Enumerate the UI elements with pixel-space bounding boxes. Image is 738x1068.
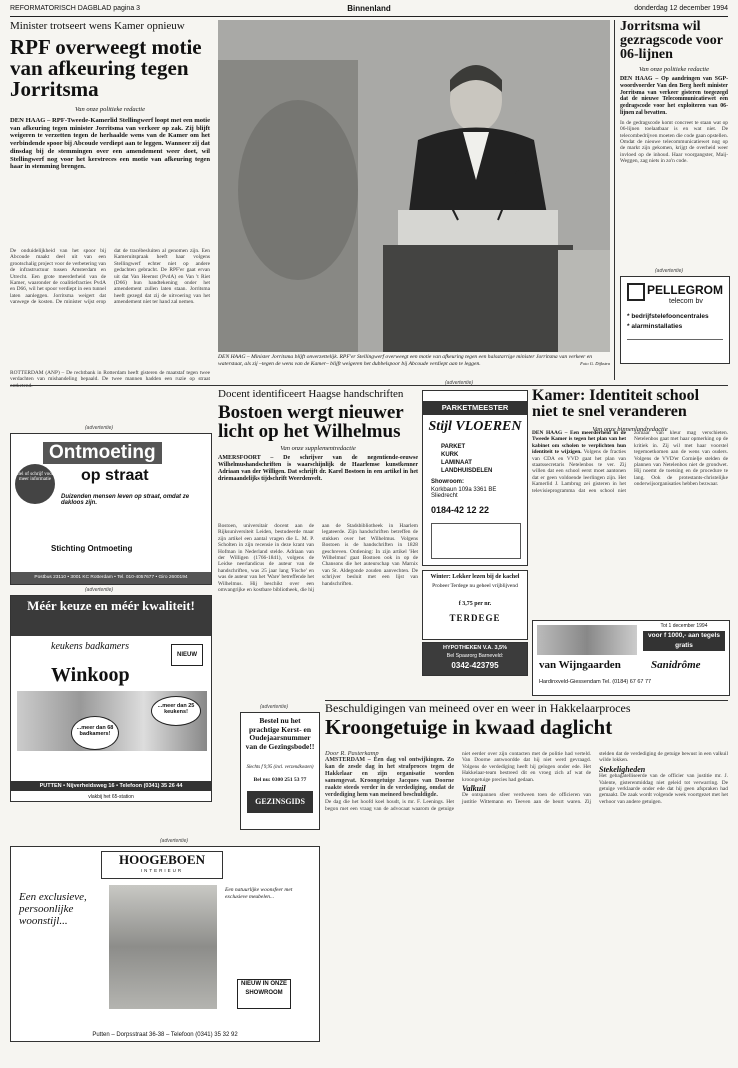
wijngaarden-top: Tot 1 december 1994 bbox=[660, 623, 708, 629]
hakkela-lead: AMSTERDAM – Een dag vol ontwijkingen. Zo kan de zesde dag in het strafproces tegen de Hakkelaar en zijn organisatie worden samengevat. Kroongetuige Jacques van Doorne raakte steeds verder in de verdediging, omdat de verdediging hem van meineed beschuldigde. bbox=[325, 757, 454, 799]
kerst-sub: Slechts f 9,95 (incl. verzendkosten) bbox=[246, 765, 314, 770]
kerst-logo: GEZINSGIDS bbox=[247, 791, 313, 813]
hakkela-byline: Door R. Pasterkamp bbox=[325, 751, 379, 757]
side-byline: Van onze politieke redactie bbox=[639, 66, 709, 73]
bostoen-body-text: Bostoen, universitair docent aan de Rijksuniversiteit Leiden, bestudeerde maar zijn artikel een aantal vragen die L. M. P. Scholten in zijn recensie in deze krant van Hofman in Nederland stelde. Adriaan van der Willigen (1766-1841), volgens de Leidse neerlandicus de auteur van de handschriften, was 25 jaar lang 'Fische' en was de auteur van het 'Ware' betreffende het Wilhelmus. Hij beschikt over een omvangrijke en kostbare bibliotheek, die hij aan de Stadsbibliotheek in Haarlem legateerde. Zijn handschriften betreffen de stukken over het Wilhelmus. Volgens Bostoen is de handschriften in 1828 geschreven. bbox=[218, 523, 418, 594]
wijngaarden-offer: voor f 1000,- aan tegels gratis bbox=[643, 631, 725, 651]
parket-items bbox=[441, 443, 492, 475]
hakkela-body3-text: Het gebagatelliseerde van de officier van justitie mr. J. Valente, gisterenmiddag niet geleid tot verwarring. De getuige verklaarde onder ede dat hij geen afspraken had gemaakt. De zaak wordt volgende week voortgezet met het verhoor van andere getuigen. bbox=[599, 773, 728, 805]
hakkela-body2-text: De ontspannen sfeer verdween toen de officieren van justitie Wittemann en Teeven aan de beurt waren. Zij stelden dat de verdediging de getuige bewust in een valkuil wilde lokken. bbox=[462, 751, 728, 805]
wijngaarden-addr: Hardinxveld-Giessendam Tel. (0184) 67 67 77 bbox=[539, 679, 652, 685]
terdege-text: Winter: Lekker lezen bij de kachel bbox=[430, 574, 520, 580]
date-line: donderdag 12 december 1994 bbox=[634, 5, 728, 12]
rpf-article bbox=[10, 20, 210, 171]
pellegrom-ad[interactable] bbox=[620, 276, 730, 364]
winkoop-nieuw: NIEUW bbox=[171, 644, 203, 666]
bostoen-kicker: Docent identificeert Haagse handschriften bbox=[218, 388, 404, 400]
hoogeboen-ad[interactable] bbox=[10, 846, 320, 1042]
pellegrom-line2: * alarminstallaties bbox=[627, 323, 683, 330]
hakkela-article bbox=[325, 702, 728, 738]
kamer-body-text: Volgens de fracties van CDA en VVD gaat het plan van staatssecretaris Netelenbos te ver. Zij willen dat een school eerst moet aantonen dat er geen voldoende leerlingen zijn. Het Kamerlid J. Lambrug zei gisteren in het televisieprogramma dat een school niet zomaar van kleur mag verschieten. Netelenbos gaat met haar opmerking op de kritiek in. Zij wil met haar voorstel tegemoetkomen aan de wens van ouders. bbox=[532, 430, 728, 494]
parket-item: KURK bbox=[441, 452, 459, 458]
pellegrom-ad-tag: (advertentie) bbox=[655, 268, 684, 274]
winkoop-badge: ...meer dan 68 badkamers! bbox=[71, 716, 119, 750]
hoogeboen-photo bbox=[109, 885, 217, 1009]
ontmoeting-bubble: Bel of schrijf voor meer informatie bbox=[15, 464, 55, 504]
winkoop-name: Winkoop bbox=[51, 664, 130, 686]
winkoop-badge2: ...meer dan 25 keukens! bbox=[151, 696, 201, 726]
column-rule bbox=[614, 20, 615, 380]
hypo-ad[interactable] bbox=[422, 642, 528, 676]
kamer-lead: DEN HAAG – Een meerderheid in de Tweede Kamer is tegen het plan van het kabinet om scholen te verplichten hun identiteit te wijzigen. bbox=[532, 430, 626, 456]
rpf-body bbox=[10, 248, 210, 368]
hypo-text: HYPOTHEKEN V.A. 3,5% bbox=[443, 645, 507, 651]
kamer-byline: Van onze binnenlandredactie bbox=[592, 426, 668, 433]
kerst-ad[interactable] bbox=[240, 712, 320, 830]
ontmoeting-title: Ontmoeting bbox=[43, 442, 162, 464]
kamer-body2-text: Volgens de VVD'er Cornielje stelden de plannen van Netelenbos niet de grondwet. Hij noemt de toetsing en de procedure te lang. Ook de protestants-christelijke onderwijsorganisaties hebben bezwaar. bbox=[634, 455, 728, 488]
hakkela-columns bbox=[325, 751, 728, 1047]
terdege-ad[interactable] bbox=[422, 570, 528, 640]
bostoen-lead: AMERSFOORT – De schrijver van de negentiende-eeuwse Wilhelmushandschriften is waarschijnlijk de Haarlemse kunstkenner Adriaan van der Willigen. Dat schrijft dr. Karel Bostoen in een artikel in het driemaandelijks tijdschrift Weerdenvelt. bbox=[218, 455, 418, 482]
terdege-sub: Probeer Terdege nu geheel vrijblijvend bbox=[432, 583, 518, 589]
photo-credit: Foto G. Dijkstra bbox=[580, 360, 610, 366]
winkoop-footer2: vlakbij het 65-station bbox=[88, 794, 134, 800]
winkoop-ad-tag: (advertentie) bbox=[85, 587, 114, 593]
rpf-kicker: Minister trotseert wens Kamer opnieuw bbox=[10, 20, 185, 32]
ontmoeting-ad-tag: (advertentie) bbox=[85, 425, 114, 431]
hoogeboen-headline: Een exclusieve, persoonlijke woonstijl... bbox=[19, 891, 87, 927]
terdege-price: f 3,75 per nr. bbox=[458, 601, 492, 607]
hypo-sub: Bel Spaarorg Barneveld: bbox=[446, 653, 504, 659]
section-rule bbox=[10, 385, 728, 386]
rpf-lead: DEN HAAG – RPF-Tweede-Kamerlid Stellingwerf loopt met een motie van afkeuring tegen minister Jorritsma van verkeer op zak. Zij blijft weigeren te verzetten tegen de herhaalde wens van de Kamer om het verbindende spoor bij Abcoude verdiept aan te leggen. Wanneer zij dat dinsdag bij de stemmingen over een amendement weer doet, wil Stellingwerf nog voor het kerstreces een motie van afkeuring tegen haar in stemming brengen. bbox=[10, 117, 210, 171]
wijngaarden-photo bbox=[537, 625, 637, 655]
side-article bbox=[620, 20, 728, 165]
wijngaarden-sanidrome: Sanidrôme bbox=[651, 659, 701, 671]
hakkela-sub2: Stekeligheden bbox=[599, 764, 646, 774]
kerst-phone: Bel nu: 0300 251 53 77 bbox=[253, 777, 307, 783]
winkoop-ad[interactable] bbox=[10, 595, 212, 802]
pellegrom-sub: telecom bv bbox=[669, 298, 703, 305]
parket-item: LANDHUISDELEN bbox=[441, 468, 493, 474]
section-title: Binnenland bbox=[347, 4, 391, 13]
side-lead: DEN HAAG – Op aandringen van SGP-woordvoerder Van den Berg heeft minister Jorritsma van verkeer gisteren toegezegd dat de nieuwe Telecommunicatiewet een gedragscode voor het exploiteren van 06-lijnen zal bevatten. bbox=[620, 76, 728, 116]
parket-item: LAMINAAT bbox=[441, 460, 472, 466]
rpf-body-text: De onduidelijkheid van het spoor bij Abcoude maakt deel uit van een grootschalig project voor de verbetering van de infrastructuur tussen Amsterdam en Utrecht. Een grote meerderheid van de Kamer, waaronder de coalitiefracties PvdA en D66, wil het spoor verdiept in een tunnel laten aanleggen. Jorritsma weigert dat vanwege de kosten. De minister wijst erop dat de tracébesluiten al genomen zijn. Een Kameruitspraak heeft haar volgens Stellingwerf echter niet op andere gedachten gebracht. De RPF'er gaat ervan uit dat Van Heemst (PvdA) en Van 't Riet (D66) hun handtekening onder het amendement zullen laten staan. Jorritsma heeft gezegd dat zij de uitvoering van het amendement niet ter hand zal nemen. bbox=[10, 248, 210, 306]
hoogeboen-new: NIEUW IN ONZE SHOWROOM bbox=[237, 979, 291, 1009]
parket-title: PARKETMEESTER bbox=[423, 401, 527, 415]
bostoen-body3-text: Ontlening: In zijn artikel 'Het Wilhelmus' gaat Bostoen ook in op de Chansons die het auteurschap van Marnix van St. Aldegonde zouden aanvechten. De schrijver besluit met een lijst van handschriften. bbox=[322, 548, 418, 587]
hakkela-body-text: De dag die het hoofd koel houdt, is mr. F. Leenings. Het begon met een vraag van de advocaat waarom de getuige niet eerder over zijn contacten met de politie had verteld. Van Doorne antwoordde dat hij niet werd gevraagd. Volgens de verdediging heeft hij gelogen onder ede. Het Hakkelaar-team bestreed dit en vroeg zich af wat de kroongetuige precies had gedaan. bbox=[325, 751, 591, 812]
parket-addr: Korkbaun 109a 3361 BE Sliedrecht bbox=[431, 487, 497, 499]
hakkela-sub1: Valkuil bbox=[462, 784, 486, 794]
parket-phone: 0184-42 12 22 bbox=[431, 505, 490, 515]
bostoen-headline: Bostoen wergt nieuwer licht op het Wilhelmus bbox=[218, 402, 404, 442]
bostoen-article bbox=[218, 388, 418, 483]
pellegrom-logo-icon bbox=[627, 283, 645, 301]
rpf-byline: Van onze politieke redactie bbox=[75, 106, 145, 113]
hypo-phone: 0342-423795 bbox=[451, 661, 499, 670]
paper-name: REFORMATORISCH DAGBLAD pagina 3 bbox=[10, 5, 141, 12]
photo-scene bbox=[218, 20, 610, 352]
photo-caption bbox=[218, 354, 610, 367]
kamer-headline: Kamer: Identiteit school niet te snel veranderen bbox=[532, 387, 700, 420]
hakkela-body bbox=[325, 751, 728, 1047]
winkoop-footer: PUTTEN • Nijverheidsweg 16 • Telefoon (0341) 35 26 44 bbox=[11, 781, 211, 791]
pellegrom-address-rule bbox=[627, 339, 723, 354]
hoogeboen-name: HOOGEBOEN bbox=[119, 852, 205, 867]
hakkela-kicker: Beschuldigingen van meineed over en weer in Hakkelaarproces bbox=[325, 701, 631, 715]
hoogeboen-ad-tag: (advertentie) bbox=[160, 838, 189, 844]
rpf-headline: RPF overweegt motie van afkeuring tegen Jorritsma bbox=[10, 35, 202, 101]
hoogeboen-footer: Putten – Dorpsstraat 36-38 – Telefoon (0341) 35 32 92 bbox=[92, 1032, 238, 1038]
side-headline: Jorritsma wil gezragscode voor 06-lijnen bbox=[620, 19, 723, 62]
hoogeboen-sub: INTERIEUR bbox=[140, 868, 184, 873]
wijngaarden-name: van Wijngaarden bbox=[539, 659, 621, 671]
parket-ad[interactable] bbox=[422, 390, 528, 566]
parket-brand: Stijl VLOEREN bbox=[428, 419, 522, 434]
ontmoeting-strip: Postbus 23110 • 3001 KC Rotterdam • Tel. 010-4057677 • Giro 2600194 bbox=[11, 572, 211, 584]
hakkela-headline: Kroongetuige in kwaad daglicht bbox=[325, 715, 613, 739]
bostoen-byline: Van onze supplementredactie bbox=[280, 445, 356, 452]
page-header bbox=[10, 4, 728, 17]
pellegrom-line1: * bedrijfstelefooncentrales bbox=[627, 313, 709, 320]
kamer-body bbox=[532, 430, 728, 610]
rpf-body2: ROTTERDAM (ANP) – De rechtbank in Rotterdam heeft gisteren de maatstaf tegen twee verdachten van mishandeling bepaald. De twee mannen hadden een ruzie op straat bbox=[10, 370, 210, 383]
ontmoeting-org: Stichting Ontmoeting bbox=[51, 544, 133, 553]
winkoop-banner: Méér keuze en méér kwaliteit! bbox=[11, 596, 211, 636]
parket-show: Showroom: bbox=[431, 479, 464, 485]
ontmoeting-subtitle: op straat bbox=[81, 467, 149, 484]
jorritsma-photo bbox=[218, 20, 610, 352]
kamer-article bbox=[532, 388, 728, 433]
side-body: In de gedragscode komt concreet te staan wat op 06-lijnen toelaatbaar is en wat niet. De telecombedrijven moeten die code gaan opstellen. Omdat de nieuwe telecommunicatiewet nog op de markt zijn gekomen, krijgt de overheid weer invloed op de inhoud. Haar voorgangster, Maij-Weggen, zag niets in zo'n code. bbox=[620, 119, 728, 165]
hoogeboen-logo bbox=[101, 851, 223, 879]
wijngaarden-ad[interactable] bbox=[532, 620, 730, 696]
ontmoeting-ad[interactable] bbox=[10, 433, 212, 585]
kerst-ad-tag: (advertentie) bbox=[260, 704, 289, 710]
kerst-text: Bestel nu het prachtige Kerst- en Oudejaarsnummer van de Gezingsbode!! bbox=[245, 716, 315, 751]
ontmoeting-text: Duizenden mensen leven op straat, omdat ze dakloos zijn. bbox=[61, 494, 190, 506]
terdege-name: TERDEGE bbox=[449, 613, 501, 623]
bostoen-body bbox=[218, 523, 418, 701]
parket-info-box bbox=[431, 523, 521, 559]
hoogeboen-right: Een natuurlijke woonsfeer met exclusieve meubelen... bbox=[225, 887, 293, 900]
winkoop-sub: keukens badkamers bbox=[51, 641, 130, 652]
parket-item: PARKET bbox=[441, 444, 466, 450]
pellegrom-name: PELLEGROM bbox=[647, 283, 724, 297]
parket-ad-tag: (advertentie) bbox=[445, 380, 474, 386]
photo-caption-text: DEN HAAG – Minister Jorritsma blijft onverzettelijk. RPF'er Stellingwerf overweegt een motie van afkeuring tegen een halsstarrige minister Jorritsma van verkeer en waterstaat, als zij –tegen de wens van de Kamer– blijft weigeren het dubbelspoor bij Abcoude verdiept aan te leggen. bbox=[218, 354, 593, 367]
